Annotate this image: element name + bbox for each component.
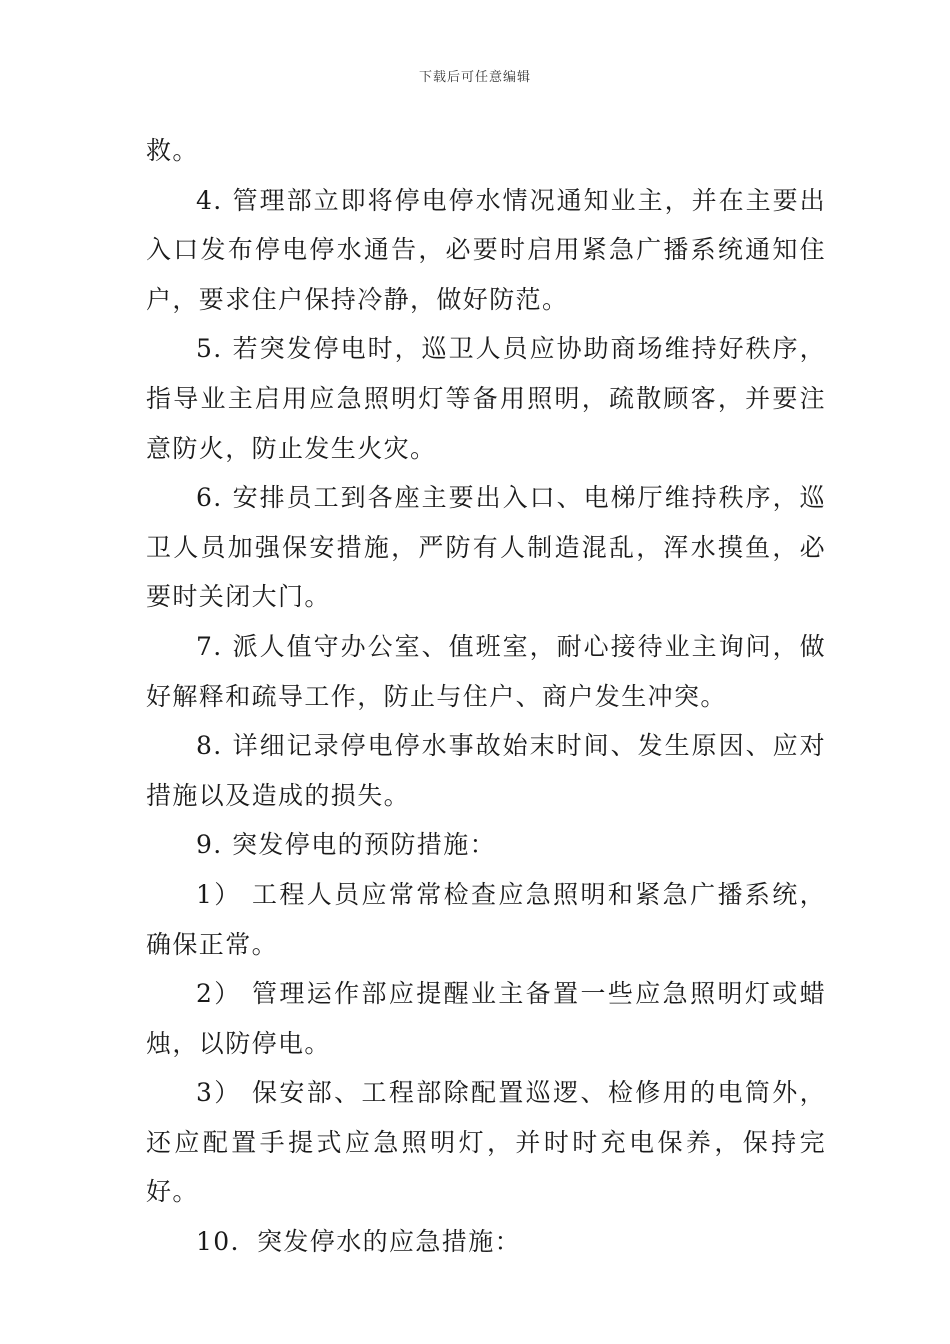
paragraph-item-6: 6. 安排员工到各座主要出入口、电梯厅维持秩序，巡卫人员加强保安措施，严防有人制造混乱，浑水摸鱼，必要时关闭大门。 (146, 483, 826, 612)
paragraph-subitem-3: 3） 保安部、工程部除配置巡逻、检修用的电筒外，还应配置手提式应急照明灯，并时时充电保养，保持完好。 (146, 1078, 826, 1207)
paragraph-subitem-1: 1） 工程人员应常常检查应急照明和紧急广播系统，确保正常。 (146, 879, 826, 959)
paragraph-item-8: 8. 详细记录停电停水事故始末时间、发生原因、应对措施以及造成的损失。 (146, 731, 826, 810)
paragraph-item-4: 4. 管理部立即将停电停水情况通知业主，并在主要出入口发布停电停水通告，必要时启用紧急广播系统通知住户，要求住户保持冷静，做好防范。 (146, 185, 826, 314)
paragraph-continuation: 救。 (146, 136, 199, 165)
paragraph-item-5: 5. 若突发停电时，巡卫人员应协助商场维持好秩序，指导业主启用应急照明灯等备用照明，疏散顾客，并要注意防火，防止发生火灾。 (146, 334, 826, 463)
paragraph-item-9: 9. 突发停电的预防措施： (196, 830, 497, 860)
paragraph-subitem-2: 2） 管理运作部应提醒业主备置一些应急照明灯或蜡烛，以防停电。 (146, 979, 826, 1058)
page-header: 下载后可任意编辑 (418, 70, 531, 85)
paragraph-item-7: 7. 派人值守办公室、值班室，耐心接待业主询问，做好解释和疏导工作，防止与住户、商户发生冲突。 (146, 631, 826, 711)
document-body (146, 126, 826, 1267)
paragraph-item-10: 10．突发停水的应急措施： (196, 1227, 522, 1257)
